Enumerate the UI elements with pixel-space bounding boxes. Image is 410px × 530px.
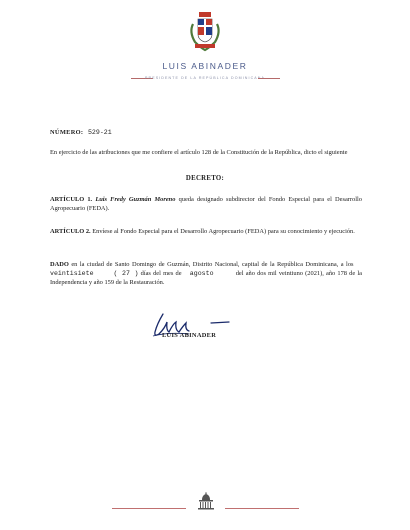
dado-text-2: días del mes de <box>140 270 182 277</box>
dado-text-3: del año dos mil veintiuno (2021), año 178 de la Independencia y año 159 de la Restauración. <box>50 270 362 286</box>
header-subtitle: PRESIDENTE DE LA REPÚBLICA DOMINICANA <box>145 76 265 80</box>
decree-number-label: NÚMERO: <box>50 129 84 136</box>
dado-text-1: en la ciudad de Santo Domingo de Guzmán, Distrito Nacional, capital de la República Dominicana, a los <box>71 261 354 268</box>
footer-rule-right <box>225 508 299 509</box>
footer-rule-left <box>112 508 186 509</box>
article-2-label: ARTÍCULO 2. <box>50 228 91 235</box>
article-1-label: ARTÍCULO 1. <box>50 196 93 203</box>
palace-icon <box>196 492 216 512</box>
dado-month: agosto <box>189 270 214 277</box>
article-1-text: queda designado subdirector del Fondo Especial para el Desarrollo Agropecuario (FEDA). <box>50 196 362 212</box>
article-2 <box>50 227 362 236</box>
decree-number-value: 529-21 <box>87 129 112 136</box>
dado-label: DADO <box>50 261 69 268</box>
decree-intro: En ejercicio de las atribuciones que me confiere el artículo 128 de la Constitución de la República, dicto el siguiente <box>50 149 348 156</box>
signature-name: LUIS ABINADER <box>162 332 217 339</box>
article-1 <box>50 195 362 213</box>
decree-number <box>50 128 362 137</box>
header-rule-right <box>258 78 280 79</box>
decree-title: DECRETO: <box>185 175 225 182</box>
dado-paragraph <box>50 260 362 287</box>
article-2-text: Envíese al Fondo Especial para el Desarrollo Agropecuario (FEDA) para su conocimiento y ejecución. <box>92 228 355 235</box>
dado-day-words: veintisiete <box>50 270 94 277</box>
coat-of-arms-icon <box>187 10 223 52</box>
article-1-name: Luis Fredy Guzmán Moreno <box>95 196 176 203</box>
dado-day-number: ( 27 ) <box>113 270 139 277</box>
header-name: LUIS ABINADER <box>162 61 248 71</box>
